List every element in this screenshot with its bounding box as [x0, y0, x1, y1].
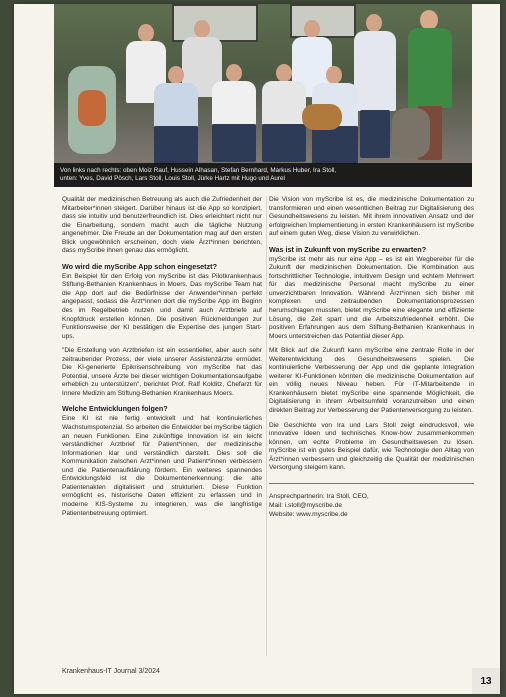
- section-heading: Welche Entwicklungen folgen?: [62, 404, 168, 414]
- team-photo: [54, 4, 472, 187]
- paragraph: Eine KI ist nie fertig entwickelt und hat kontinuierliches Wachstumspotenzial. So arbeiten die Entwickler bei myScribe täglich an neuen Funktionen. Eine zukünftige Innovation ist ein leicht verständlicher Arztbrief für Patient*innen, der medizinische Informationen klar und verständlich darstellt. Dies soll die Kommunikation zwischen Arzt*innen und Patient*innen verbessern und die Patientenaufklärung fördern. Ein weiteres spannendes Entwicklungsfeld ist die Dokumentenerkennung: die alte Patientenakten digitalisiert und strukturiert. Diese Funktion ermöglicht es, historische Daten effizient zu erfassen und in moderne KIS-Systeme zu integrieren, was die langfristige Patientenbetreuung optimiert.: [62, 415, 262, 517]
- window: [172, 4, 258, 42]
- section-heading: Wo wird die myScribe App schon eingesetzt?: [62, 261, 217, 271]
- caption-line: unten: Yves, David Pösch, Lars Stoll, Louis Stoll, Jürke Hartz mit Hugo und Aurel: [60, 175, 285, 182]
- quote-paragraph: "Die Erstellung von Arztbriefen ist ein essentieller, aber auch sehr zeitraubender Prozess, der viele unserer Assistenzärzte ermüdet. Die KI-generierte Epikrisenschreibung von myScribe hat das Potential, unsere Ärzte bei dieser wichtigen Dokumentationsaufgabe erheblich zu unterstützen", berichtet Prof. Ralf Kolditz, Chefarzt für Innere Medizin am Stiftung-Bethanien Krankenhaus Moers.: [62, 347, 262, 397]
- contact-divider: [269, 483, 474, 484]
- right-column: [269, 196, 474, 519]
- contact-email[interactable]: Mail: i.stoll@myscribe.de: [269, 502, 343, 510]
- contact-block: [269, 492, 474, 520]
- dog: [392, 108, 430, 158]
- section-heading: Was ist in Zukunft von myScribe zu erwarten?: [269, 244, 427, 254]
- paragraph: Ein Beispiel für den Erfolg von myScribe ist das Pilotkrankenhaus Stiftung-Bethanien Krankenhaus in Moers. Das myScribe Team hat die App dort auf die Bedürfnisse der Anwender*innen perfekt angepasst, sodass die Ärzt*innen dort die myScribe App im Beginn des im Regelbetrieb nutzen und damit auch Arztbriefe auf Knopfdruck erstellen können. Die positiven Rückmeldungen zur Funktionsweise der KI bestätigen die Expertise des jungen Start-ups.: [62, 272, 262, 340]
- page-number: 13: [472, 668, 500, 694]
- paragraph: myScribe ist mehr als nur eine App – es ist ein Wegbereiter für die Zukunft der medizinischen Dokumentation. Die Kombination aus fortschrittlicher Technologie, intuitivem Design und echtem Mehrwert für das medizinische Personal macht myScribe zu einer unverzichtbaren Innovation. Während Ärzt*innen sich bisher mit komplexen und zeitraubenden Dokumentationsprozessen herumschlagen mussten, bietet myScribe eine elegante und effiziente Lösung, die Zeit spart und die Arbeitszufriedenheit erhöht. Die positiven Erfahrungen aus dem Stiftung-Bethanien Krankenhaus in Moers unterstreichen das Potential dieser App.: [269, 255, 474, 340]
- magazine-page: [14, 4, 500, 694]
- paragraph: Die Geschichte von Ira und Lars Stoll zeigt eindrucksvoll, wie innovative Ideen und technisches Know-how zusammenkommen können, um echte Probleme im Gesundheitswesen zu lösen. myScribe ist ein gutes Beispiel dafür, wie Technologie den Alltag von Ärzt*innen verbessern und gleichzeitig die Qualität der medizinischen Versorgung steigern kann.: [269, 421, 474, 472]
- contact-website[interactable]: Website: www.myscribe.de: [269, 511, 348, 519]
- photo-caption: [54, 163, 472, 187]
- left-column: [62, 196, 262, 524]
- paragraph: Die Vision von myScribe ist es, die medizinische Dokumentation zu transformieren und einen wesentlichen Beitrag zur Digitalisierung des Gesundheitswesens zu leisten. Mit ihrem innovativen Ansatz und der erfolgreichen Implementierung in ersten Krankenhäusern ist myScribe auf einem guten Weg, diese Vision zu verwirklichen.: [269, 196, 474, 238]
- window: [290, 4, 356, 38]
- contact-person: Ansprechpartnerin: Ira Stoll, CEO,: [269, 492, 369, 500]
- paragraph: Qualität der medizinischen Betreuung als auch die Zufriedenheit der Mitarbeiter*innen steigert. Darüber hinaus ist die App so konzipiert, dass sie intuitiv und benutzerfreundlich ist. Dies erleichtert nicht nur die Einarbeitung, sondern macht auch die tägliche Nutzung angenehmer. Die Freude an der Dokumentation mag auf den ersten Blick ungewöhnlich erscheinen, doch viele Ärzt*innen berichten, dass myScribe ihnen genau das ermöglicht.: [62, 196, 262, 255]
- caption-line: Von links nach rechts: oben Moiz Rauf, Hussein Alhasan, Stefan Bernhard, Markus Huber, Ira Stoll,: [60, 167, 337, 174]
- dog: [302, 104, 342, 130]
- journal-footer: Krankenhaus-IT Journal 3/2024: [62, 668, 160, 675]
- baby: [78, 90, 106, 126]
- column-divider: [266, 196, 267, 656]
- paragraph: Mit Blick auf die Zukunft kann myScribe eine zentrale Rolle in der Weiterentwicklung des Gesundheitswesens spielen. Die kontinuierliche Verbesserung der App und die geplante Integration weiterer KI-Funktionen könnten die medizinische Dokumentation auf ein völlig neues Niveau heben. Für IT-Mitarbeitende in Krankenhäusern bietet myScribe eine spannende Möglichkeit, die Digitalisierung in ihrem Arbeitsumfeld voranzutreiben und einen direkten Beitrag zur Verbesserung der Patientenversorgung zu leisten.: [269, 347, 474, 415]
